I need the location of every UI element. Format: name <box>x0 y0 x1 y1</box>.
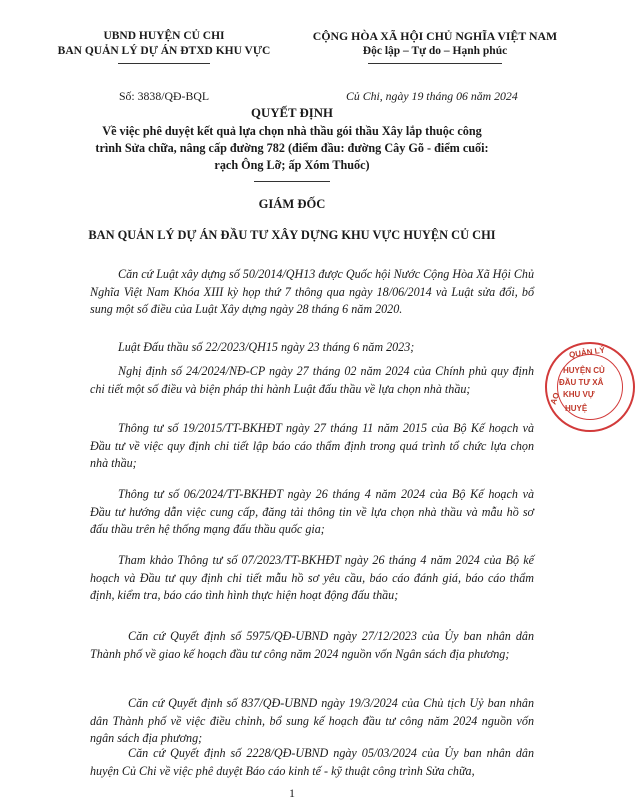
paragraph-decision-2228: Căn cứ Quyết định số 2228/QĐ-UBND ngày 05/03/2024 của Ủy ban nhân dân huyện Củ Chi về việc phê duyệt Báo cáo kinh tế - kỹ thuật công trình Sửa chữa, <box>90 746 534 778</box>
authority-title: GIÁM ĐỐC <box>258 197 326 211</box>
paragraph-circular-07: Tham khảo Thông tư số 07/2023/TT-BKHĐT ngày 26 tháng 4 năm 2024 của Bộ kế hoạch và Đầu tư quy định chi tiết mẫu hồ sơ yêu cầu, báo cáo đánh giá, báo cáo thẩm định, kiểm tra, báo cáo tình hình thực hiện hoạt động đấu thầu; <box>90 553 534 603</box>
seal-text-6: AO <box>548 391 562 406</box>
paragraph-circular-06: Thông tư số 06/2024/TT-BKHĐT ngày 26 tháng 4 năm 2024 của Bộ Kế hoạch và Đầu tư hướng dẫn việc cung cấp, đăng tải thông tin về lựa chọn nhà thầu và mẫu hồ sơ đấu thầu trên hệ thống mạng đấu thầu quốc gia; <box>90 487 534 537</box>
subject-line-1: Về việc phê duyệt kết quả lựa chọn nhà thầu gói thầu Xây lắp thuộc công <box>102 124 482 138</box>
authority-body: BAN QUẢN LÝ DỰ ÁN ĐẦU TƯ XÂY DỰNG KHU VỰC HUYỆN CỦ CHI <box>88 228 496 242</box>
subject-line-2: trình Sửa chữa, nâng cấp đường 782 (điểm đầu: đường Cây Gõ - điểm cuối: <box>95 141 489 155</box>
paragraph-decision-837: Căn cứ Quyết định số 837/QĐ-UBND ngày 19/3/2024 của Chủ tịch Uỷ ban nhân dân Thành phố về việc điều chỉnh, bổ sung kế hoạch đầu tư công năm 2024 nguồn vốn ngân sách địa phương; <box>90 696 534 746</box>
subject-underline <box>254 181 330 182</box>
seal-text-1: QUẢN LÝ <box>568 345 606 360</box>
seal-text-4: KHU VỰ <box>563 390 595 399</box>
national-motto: Độc lập – Tự do – Hạnh phúc <box>362 45 508 57</box>
agency-name-line1: UBND HUYỆN CỦ CHI <box>103 30 225 42</box>
paragraph-bidding-law: Luật Đấu thầu số 22/2023/QH15 ngày 23 tháng 6 năm 2023; <box>118 340 415 354</box>
motto-underline <box>368 63 502 64</box>
document-date: Củ Chi, ngày 19 tháng 06 năm 2024 <box>346 89 518 103</box>
paragraph-construction-law: Căn cứ Luật xây dựng số 50/2014/QH13 được Quốc hội Nước Cộng Hòa Xã Hội Chủ Nghĩa Việt Nam Khóa XIII kỳ họp thứ 7 thông qua ngày 18/06/2014 và Luật sửa đổi, bổ sung một số điều của Luật Xây dựng ngày 28 tháng 6 năm 2020. <box>90 267 534 317</box>
national-title: CỘNG HÒA XÃ HỘI CHỦ NGHĨA VIỆT NAM <box>312 29 558 43</box>
subject-line-3: rạch Ông Lỡ; ấp Xóm Thuốc) <box>214 158 370 172</box>
document-heading: QUYẾT ĐỊNH <box>251 106 333 120</box>
agency-name-line2: BAN QUẢN LÝ DỰ ÁN ĐTXD KHU VỰC <box>57 45 271 57</box>
official-seal <box>545 342 635 432</box>
paragraph-circular-19: Thông tư số 19/2015/TT-BKHĐT ngày 27 tháng 11 năm 2015 của Bộ Kế hoạch và Đầu tư về việc quy định chi tiết lập báo cáo thẩm định trong quá trình tổ chức lựa chọn nhà thầu; <box>90 421 534 471</box>
seal-text-5: HUYỆ <box>565 404 588 413</box>
seal-text-2: HUYỆN CỦ <box>563 366 605 375</box>
paragraph-decision-5975: Căn cứ Quyết định số 5975/QĐ-UBND ngày 27/12/2023 của Ủy ban nhân dân Thành phố về giao kế hoạch đầu tư công năm 2024 nguồn vốn Ngân sách địa phương; <box>90 629 534 661</box>
paragraph-decree: Nghị định số 24/2024/NĐ-CP ngày 27 tháng 02 năm 2024 của Chính phủ quy định chi tiết một số điều và biện pháp thi hành Luật đấu thầu về lựa chọn nhà thầu; <box>90 364 534 396</box>
page-number: 1 <box>289 786 295 800</box>
seal-text-3: ĐẦU TƯ XÂ <box>559 378 604 387</box>
agency-underline <box>118 63 210 64</box>
document-number: Số: 3838/QĐ-BQL <box>118 89 210 103</box>
